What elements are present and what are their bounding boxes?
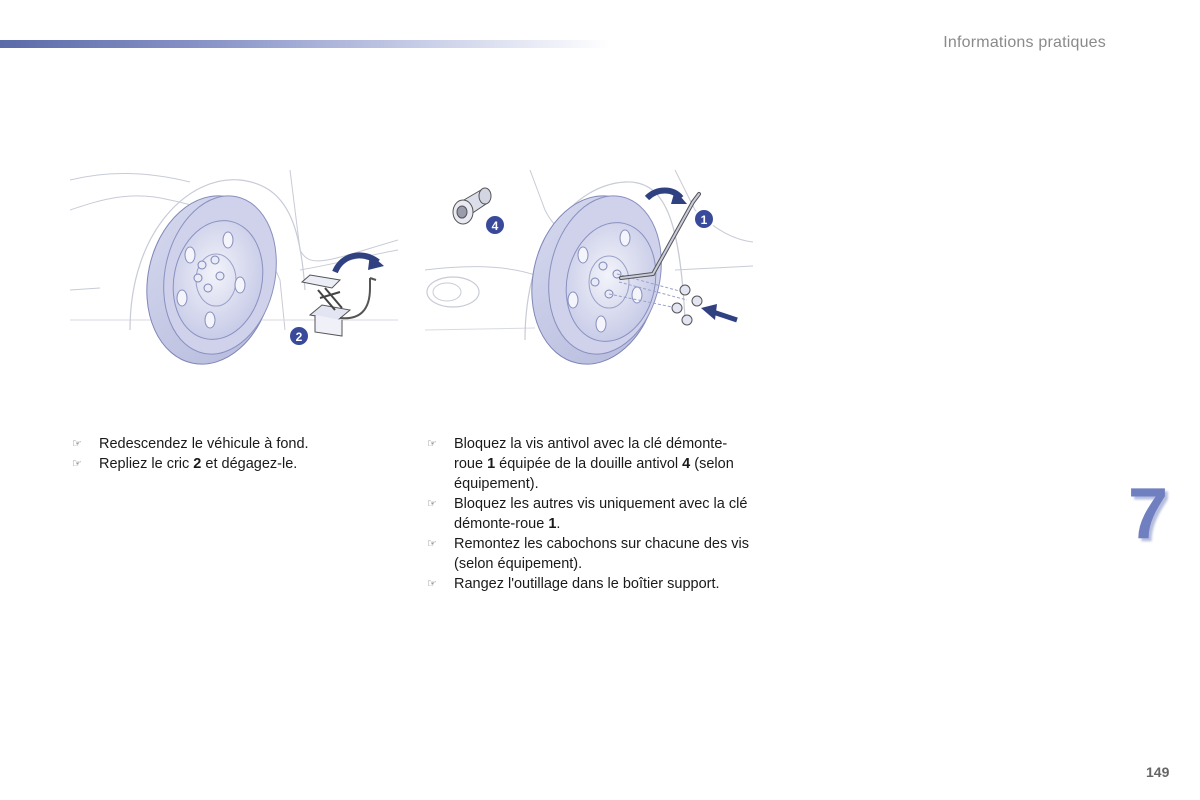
instruction-item: [427, 534, 752, 574]
callout-1-badge: [694, 209, 714, 229]
antitheft-socket-drawing: [453, 188, 491, 224]
instruction-text: Redescendez le véhicule à fond.: [99, 436, 309, 452]
pointing-hand-icon: ☞: [427, 578, 437, 590]
instruction-item: [72, 454, 362, 474]
pointing-hand-icon: ☞: [427, 538, 437, 550]
instruction-text: (selon équipement).: [454, 456, 734, 492]
instruction-text: équipée de la douille antivol: [495, 456, 683, 472]
callout-ref: 1: [548, 516, 557, 532]
instruction-text: Bloquez la vis antivol avec la clé démonte-roue: [454, 436, 728, 472]
page-number: 149: [1146, 764, 1170, 780]
instruction-item: [427, 574, 752, 594]
illustration-lower-vehicle: [70, 170, 398, 368]
instruction-item: [427, 494, 752, 534]
instructions-lower-vehicle: [72, 434, 362, 474]
pointing-hand-icon: ☞: [72, 438, 82, 450]
instruction-text: .: [556, 516, 561, 532]
callout-2-badge: [289, 326, 309, 346]
instructions-tighten-bolts: [427, 434, 752, 594]
instruction-item: [72, 434, 362, 454]
chapter-number: 7: [1128, 474, 1169, 554]
callout-4-badge: [485, 215, 505, 235]
callout-4-label: 4: [491, 219, 499, 233]
instruction-text: Bloquez les autres vis uniquement avec la clé démonte-roue: [454, 496, 748, 532]
illustration-tighten-bolts: [425, 170, 753, 368]
callout-ref: 4: [682, 456, 691, 472]
callout-2-label: 2: [295, 330, 303, 344]
instruction-text: et dégagez-le.: [201, 456, 298, 472]
pointing-hand-icon: ☞: [72, 458, 82, 470]
illustration-tighten-bolts-drawing: [425, 170, 753, 368]
illustration-lower-vehicle-drawing: [70, 170, 398, 368]
jack-drawing: [302, 275, 376, 336]
instruction-item: [427, 434, 752, 494]
instruction-text: Rangez l'outillage dans le boîtier support.: [454, 576, 720, 592]
callout-ref: 1: [487, 456, 496, 472]
pointing-hand-icon: ☞: [427, 498, 437, 510]
instruction-text: Remontez les cabochons sur chacune des vis (selon équipement).: [454, 536, 749, 572]
header-accent-bar: [0, 40, 610, 48]
callout-1-label: 1: [700, 213, 708, 227]
callout-ref: 2: [193, 456, 202, 472]
section-title: Informations pratiques: [943, 34, 1106, 51]
instruction-text: Repliez le cric: [99, 456, 194, 472]
pointing-hand-icon: ☞: [427, 438, 437, 450]
